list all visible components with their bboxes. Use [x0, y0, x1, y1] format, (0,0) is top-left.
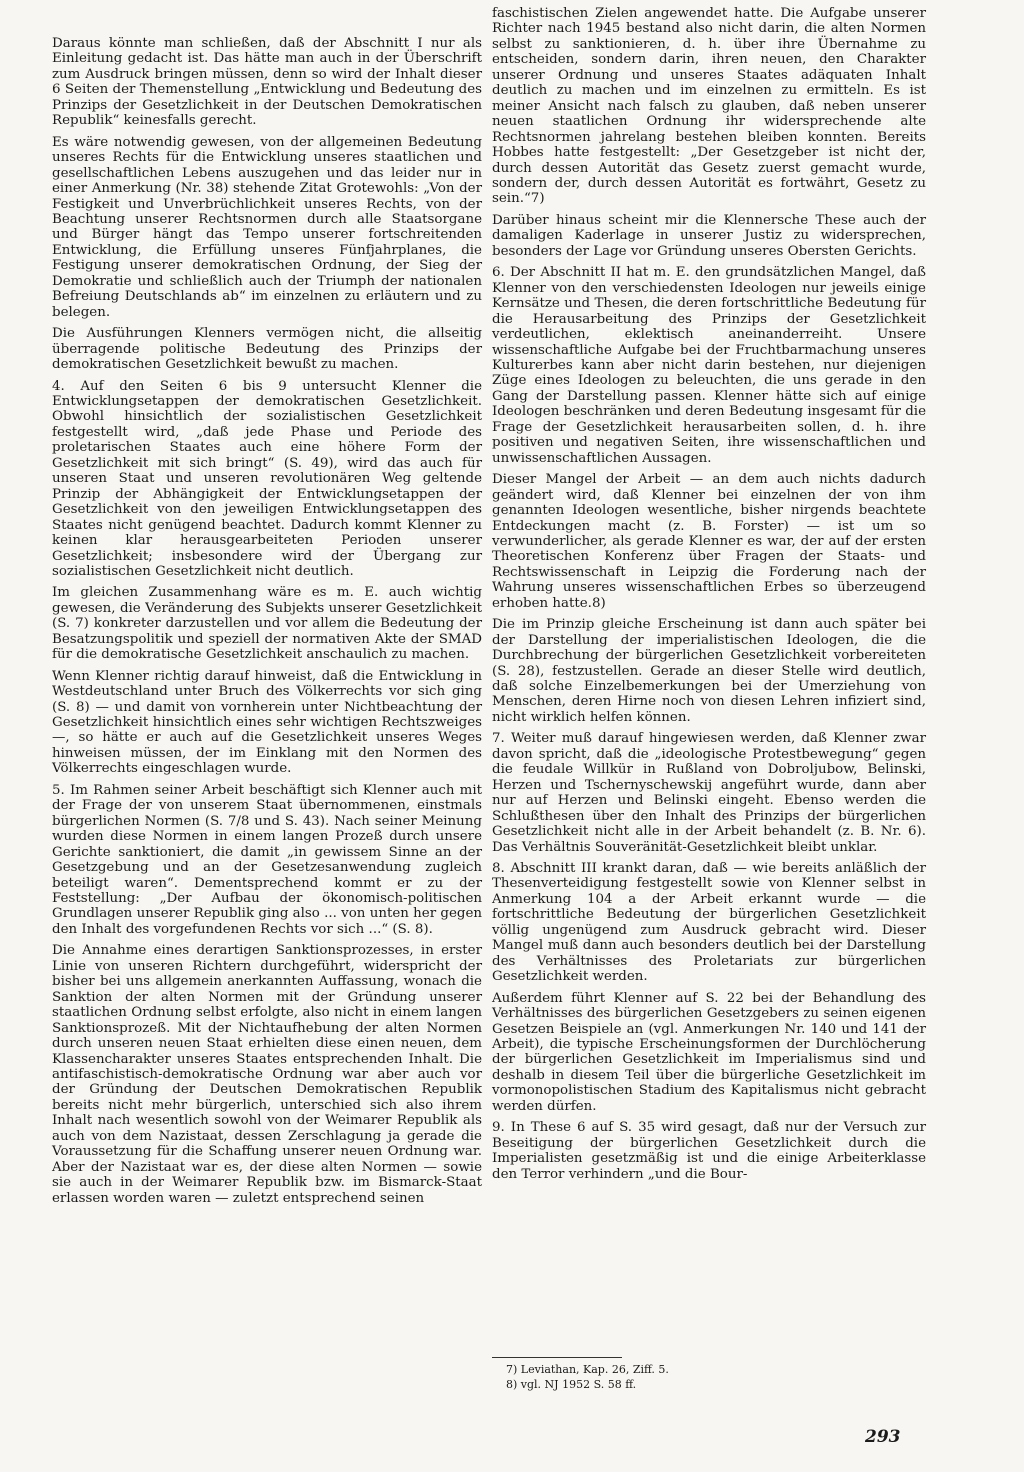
paragraph: Es wäre notwendig gewesen, von der allgemeinen Bedeutung unseres Rechts für die Entwicklung unseres staatlichen und gesellschaftlichen Lebens auszugehen und das leider nur in einer Anmerkung (Nr. 38) stehende Zitat Grotewohls: „Von der Festigkeit und Unverbrüchlichkeit unseres Rechts, von der Beachtung unserer Rechtsnormen durch alle Staatsorgane und Bürger hängt das Tempo unserer fortschreitenden Entwicklung, die Erfüllung unseres Fünfjahrplanes, die Festigung unserer demokratischen Ordnung, der Sieg der Demokratie und schließlich auch der Triumph der nationalen Befreiung Deutschlands ab“ im einzelnen zu erläutern und zu belegen. — [52, 134, 482, 320]
footnote-7: 7) Leviathan, Kap. 26, Ziff. 5. — [506, 1363, 669, 1376]
left-column — [52, 36, 482, 1212]
paragraph: 6. Der Abschnitt II hat m. E. den grundsätzlichen Mangel, daß Klenner von den verschiedensten Ideologen nur jeweils einige Kernsätze und Thesen, die deren fortschrittliche Bedeutung für die Herausarbeitung des Prinzips der Gesetzlichkeit verdeutlichen, eklektisch aneinanderreiht. Unsere wissenschaftliche Aufgabe bei der Fruchtbarmachung unseres Kulturerbes kann aber nicht darin bestehen, nur diejenigen Züge eines Ideologen zu beleuchten, die uns gerade in den Gang der Darstellung passen. Klenner hätte sich auf einige Ideologen beschränken und deren Bedeutung insgesamt für die Frage der Gesetzlichkeit herausarbeiten sollen, d. h. ihre positiven und negativen Seiten, ihre wissenschaftlichen und unwissenschaftlichen Aussagen. — [492, 265, 926, 466]
paragraph: Darüber hinaus scheint mir die Klennersche These auch der damaligen Kaderlage in unserer Justiz zu widersprechen, besonders der Lage vor Gründung unseres Obersten Gerichts. — [492, 212, 926, 259]
paragraph: 9. In These 6 auf S. 35 wird gesagt, daß nur der Versuch zur Beseitigung der bürgerlichen Gesetzlichkeit durch die Imperialisten gesetzmäßig ist und die einige Arbeiterklasse den Terror verhindern „und die Bour- — [492, 1120, 926, 1182]
paragraph: 7. Weiter muß darauf hingewiesen werden, daß Klenner zwar davon spricht, daß die „ideologische Protestbewegung“ gegen die feudale Willkür in Rußland von Dobroljubow, Belinski, Herzen und Tschernyschewskij angeführt wurde, dann aber nur auf Herzen und Belinski eingeht. Ebenso werden die Schlußthesen über den Inhalt des Prinzips der bürgerlichen Gesetzlichkeit nicht alle in der Arbeit behandelt (z. B. Nr. 6). Das Verhältnis Souveränität-Gesetzlichkeit bleibt unklar. — [492, 731, 926, 855]
paragraph: Die Annahme eines derartigen Sanktionsprozesses, in erster Linie von unseren Richtern durchgeführt, widerspricht der bisher bei uns allgemein anerkannten Auffassung, wonach die Sanktion der alten Normen mit der Gründung unserer staatlichen Ordnung selbst erfolgte, also nicht in einem langen Sanktionsprozeß. Mit der Nichtaufhebung der alten Normen durch unseren neuen Staat erhielten diese einen neuen, dem Klassencharakter unseres Staates entsprechenden Inhalt. Die antifaschistisch-demokratische Ordnung war aber auch vor der Gründung der Deutschen Demokratischen Republik bereits nicht mehr bürgerlich, unterschied sich also ihrem Inhalt nach wesentlich sowohl von der Weimarer Republik als auch von dem Nazistaat, dessen Zerschlagung ja gerade die Voraussetzung für die Schaffung unserer neuen Ordnung war. Aber der Nazistaat war es, der diese alten Normen — sowie sie auch in der Weimarer Republik bzw. im Bismarck-Staat erlassen worden waren — zuletzt entsprechend seinen — [52, 943, 482, 1206]
paragraph: 4. Auf den Seiten 6 bis 9 untersucht Klenner die Entwicklungsetappen der demokratischen Gesetzlichkeit. Obwohl hinsichtlich der sozialistischen Gesetzlichkeit festgestellt wird, „daß jede Phase und Periode des proletarischen Staates auch eine höhere Form der Gesetzlichkeit mit sich bringt“ (S. 49), wird das auch für unseren Staat und unseren revolutionären Weg geltende Prinzip der Abhängigkeit der Entwicklungsetappen der Gesetzlichkeit von den jeweiligen Entwicklungsetappen des Staates nicht genügend beachtet. Dadurch kommt Klenner zu keinen klar herausgearbeiteten Perioden unserer Gesetzlichkeit; insbesondere wird der Übergang zur sozialistischen Gesetzlichkeit nicht deutlich. — [52, 378, 482, 579]
paragraph: Im gleichen Zusammenhang wäre es m. E. auch wichtig gewesen, die Veränderung des Subjekts unserer Gesetzlichkeit (S. 7) konkreter darzustellen und vor allem die Bedeutung der Besatzungspolitik und speziell der normativen Akte der SMAD für die demokratische Gesetzlichkeit anschaulich zu machen. — [52, 585, 482, 663]
paragraph: 8. Abschnitt III krankt daran, daß — wie bereits anläßlich der Thesenverteidigung festgestellt sowie von Klenner selbst in Anmerkung 104 a der Arbeit erkannt wurde — die fortschrittliche Bedeutung der bürgerlichen Gesetzlichkeit völlig ungenügend zum Ausdruck gebracht wird. Dieser Mangel muß dann auch besonders deutlich bei der Darstellung des Verhältnisses des Proletariats zur bürgerlichen Gesetzlichkeit werden. — [492, 861, 926, 985]
footnote-divider — [492, 1357, 622, 1358]
paragraph: Daraus könnte man schließen, daß der Abschnitt I nur als Einleitung gedacht ist. Das hätte man auch in der Überschrift zum Ausdruck bringen müssen, denn so wird der Inhalt dieser 6 Seiten der Themenstellung „Entwicklung und Bedeutung des Prinzips der Gesetzlichkeit in der Deutschen Demokratischen Republik“ keinesfalls gerecht. — [52, 36, 482, 129]
paragraph: Die Ausführungen Klenners vermögen nicht, die allseitig überragende politische Bedeutung des Prinzips der demokratischen Gesetzlichkeit bewußt zu machen. — [52, 326, 482, 373]
paragraph: Wenn Klenner richtig darauf hinweist, daß die Entwicklung in Westdeutschland unter Bruch des Völkerrechts vor sich ging (S. 8) — und damit von vornherein unter Nichtbeachtung der Gesetzlichkeit hinsichtlich eines sehr wichtigen Rechtszweiges —, so hätte er auch auf die Gesetzlichkeit unseres Weges hinweisen müssen, der im Einklang mit den Normen des Völkerrechts eingeschlagen wurde. — [52, 668, 482, 777]
paragraph: Die im Prinzip gleiche Erscheinung ist dann auch später bei der Darstellung der imperialistischen Ideologen, die die Durchbrechung der bürgerlichen Gesetzlichkeit vorbereiteten (S. 28), festzustellen. Gerade an dieser Stelle wird deutlich, daß solche Einzelbemerkungen bei der Umerziehung von Menschen, deren Hirne noch von diesen Lehren infiziert sind, nicht wirklich helfen können. — [492, 617, 926, 725]
paragraph: Dieser Mangel der Arbeit — an dem auch nichts dadurch geändert wird, daß Klenner bei einzelnen der von ihm genannten Ideologen wesentliche, bisher nirgends beachtete Entdeckungen macht (z. B. Forster) — ist um so verwunderlicher, als gerade Klenner es war, der auf der ersten Theoretischen Konferenz über Fragen der Staats- und Rechtswissenschaft in Leipzig die Forderung nach der Wahrung unseres wissenschaftlichen Erbes so überzeugend erhoben hatte.8) — [492, 472, 926, 611]
right-column — [492, 6, 926, 1188]
paragraph: Außerdem führt Klenner auf S. 22 bei der Behandlung des Verhältnisses des bürgerlichen Gesetzgebers zu seinen eigenen Gesetzen Beispiele an (vgl. Anmerkungen Nr. 140 und 141 der Arbeit), die typische Erscheinungsformen der Durchlöcherung der bürgerlichen Gesetzlichkeit im Imperialismus sind und deshalb in diesem Teil über die bürgerliche Gesetzlichkeit im vormonopolistischen Stadium des Kapitalismus nicht gebracht werden dürfen. — [492, 990, 926, 1114]
paragraph: faschistischen Zielen angewendet hatte. Die Aufgabe unserer Richter nach 1945 bestand also nicht darin, die alten Normen selbst zu sanktionieren, d. h. über ihre Übernahme zu entscheiden, sondern darin, ihren neuen, den Charakter unserer Ordnung und unseres Staates adäquaten Inhalt deutlich zu machen und im einzelnen zu ermitteln. Es ist meiner Ansicht nach falsch zu glauben, daß neben unserer neuen staatlichen Ordnung ihr widersprechende alte Rechtsnormen jahrelang bestehen bleiben konnten. Bereits Hobbes hatte festgestellt: „Der Gesetzgeber ist nicht der, durch dessen Autorität das Gesetz zuerst gemacht wurde, sondern der, durch dessen Autorität es fortwährt, Gesetz zu sein.“7) — [492, 6, 926, 207]
page-number: 293 — [865, 1427, 901, 1447]
footnotes — [492, 1362, 912, 1392]
paragraph: 5. Im Rahmen seiner Arbeit beschäftigt sich Klenner auch mit der Frage der von unserem Staat übernommenen, einstmals bürgerlichen Normen (S. 7/8 und S. 43). Nach seiner Meinung wurden diese Normen in einem langen Prozeß durch unsere Gerichte sanktioniert, die damit „in gewissem Sinne an der Gesetzgebung und an der Gesetzesanwendung zugleich beteiligt waren“. Dementsprechend kommt er zu der Feststellung: „Der Aufbau der ökonomisch-politischen Grundlagen unserer Republik ging also ... von unten her gegen den Inhalt des vorgefundenen Rechts vor sich ...“ (S. 8). — [52, 782, 482, 937]
footnote-8: 8) vgl. NJ 1952 S. 58 ff. — [506, 1378, 637, 1391]
